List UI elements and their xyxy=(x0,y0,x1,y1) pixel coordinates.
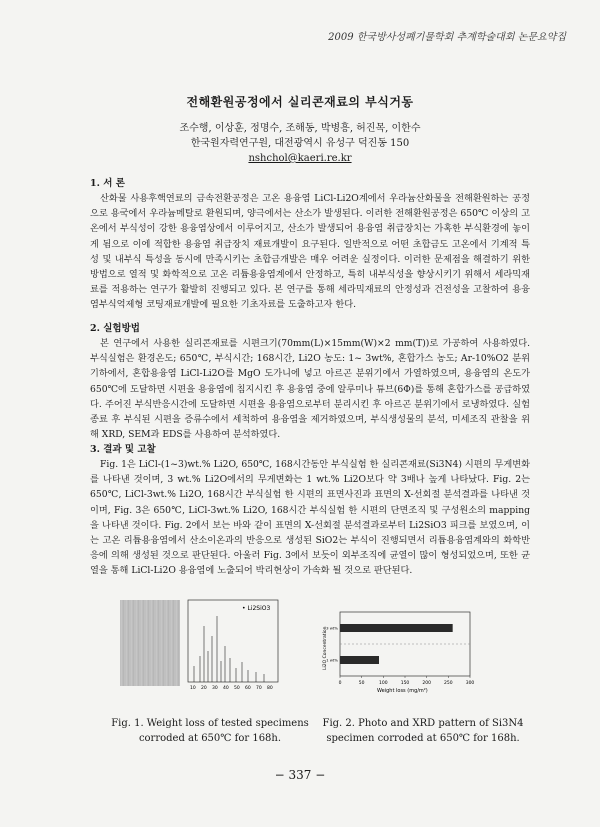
section-heading: 3. 결과 및 고찰 xyxy=(90,444,156,455)
x-tick-label: 100 xyxy=(379,681,388,686)
xrd-tick: 80 xyxy=(267,686,273,691)
xrd-tick: 20 xyxy=(201,686,207,691)
author-email[interactable]: nshchol@kaeri.re.kr xyxy=(248,153,352,164)
xrd-peaks xyxy=(194,616,264,682)
bar-1 xyxy=(340,656,379,664)
section-body: Fig. 1은 LiCl-(1~3)wt.% Li2O, 650℃, 168시간동안 부식실험 한 실리콘재료(Si3N4) 시편의 무게변화를 나타낸 것이며, 3 wt.% Li2O에서의 무게변화는 1 wt.% Li2O보다 약 3배나 높게 나타났다. Fig. 2는 650℃, LiCl-3wt.% Li2O, 168시간 부식실험 한 시편의 표면사진과 표면의 X-선회절 분석결과를 나타낸 것이며, Fig. 3은 650℃, LiCl-3wt.% Li2O, 168시간 부식실험 한 시편의 단면조직 및 구성원소의 mapping을 나타낸 것이다. Fig. 2에서 보는 바와 같이 표면의 X-선회절 분석결과로부터 Li2SiO3 피크를 보였으며, 이는 고온 리튬용융염에서 산소이온과의 반응으로 생성된 SiO2는 부식이 진행되면서 리튬용융염계와의 화학반응에 의해 생성된 것으로 판단된다. 아울러 Fig. 3에서 보듯이 외부조직에 균열이 많이 형성되었으며, 또한 균열을 통해 LiCl-Li2O 용융염에 노출되어 박리현상이 가속화 될 것으로 판단된다. xyxy=(90,459,530,577)
section-introduction xyxy=(90,177,530,313)
paper-title: 전해환원공정에서 실리콘재료의 부식거동 xyxy=(186,95,414,109)
running-header: 2009 한국방사성폐기물학회 추계학술대회 논문요약집 xyxy=(328,32,566,43)
section-results xyxy=(90,443,530,579)
x-tick-label: 50 xyxy=(358,681,365,686)
section-heading: 1. 서 론 xyxy=(90,178,125,189)
x-tick-label: 200 xyxy=(422,681,431,686)
xrd-tick: 50 xyxy=(234,686,240,691)
figure-1-caption: Fig. 1. Weight loss of tested specimens corroded at 650℃ for 168h. xyxy=(111,718,309,744)
author-block xyxy=(0,121,600,166)
xrd-tick: 30 xyxy=(212,686,218,691)
xrd-legend: • Li2SiO3 xyxy=(242,605,271,612)
page-number: − 337 − xyxy=(274,768,326,782)
xrd-tick: 60 xyxy=(245,686,251,691)
section-body: 산화물 사용후핵연료의 금속전환공정은 고온 용융염 LiCl-Li2O계에서 우라늄산화물을 전해환원하는 공정으로 용국에서 우라늄메탈로 환원되며, 양극에서는 산소가 발생된다. 이러한 전해환원공정은 650℃ 이상의 고온에서 부식성이 강한 용융염상에서 이루어지고, 산소가 발생되어 용융염 취급장치는 가혹한 부식환경에 놓이게 됨으로 이에 적합한 용융염 취급장치 재료개발이 요구된다. 일반적으로 어떤 초합금도 고온에서 기계적 특성 및 내부식 특성을 동시에 만족시키는 초합금개발은 매우 어려운 실정이다. 이러한 문제점을 해결하기 위한 방법으로 열적 및 화학적으로 고온 리튬용융염계에서 안정하고, 특히 내부식성을 향상시키기 위해서 세라믹재료를 적용하는 연구가 활발히 진행되고 있다. 본 연구를 통해 세라믹재료의 안정성과 건전성을 고찰하여 용융염부식억제형 코팅재료개발에 필요한 기초자료를 도출하고자 한다. xyxy=(90,193,530,311)
xrd-tick: 70 xyxy=(256,686,262,691)
section-methods xyxy=(90,322,530,442)
category-label: 1 wt% xyxy=(326,657,338,663)
weight-loss-chart xyxy=(318,606,498,696)
y-axis-label: Li2O Concentration xyxy=(323,626,328,670)
xrd-x-ticks xyxy=(190,685,273,691)
specimen-photo xyxy=(120,600,180,686)
author-affiliation: 한국원자력연구원, 대전광역시 유성구 덕진동 150 xyxy=(190,138,410,149)
xrd-pattern xyxy=(184,596,284,692)
x-axis-label: Weight loss (mg/m²) xyxy=(377,688,428,694)
xrd-tick: 40 xyxy=(223,686,229,691)
xrd-tick: 10 xyxy=(190,686,196,691)
xrd-frame xyxy=(188,600,278,682)
category-label: 3 wt% xyxy=(326,625,338,631)
bar-0 xyxy=(340,624,453,632)
x-tick-label: 150 xyxy=(400,681,410,686)
section-body: 본 연구에서 사용한 실리콘재료를 시편크기(70mm(L)×15mm(W)×2 mm(T))로 가공하여 사용하였다. 부식실험은 환경온도; 650℃, 부식시간; 168시간, Li2O 농도: 1~ 3wt%, 혼합가스 농도; Ar-10%O2 분위기하에서, 혼합용융염 LiCl-Li2O를 MgO 도가니에 넣고 아르곤 분위기에서 가열하였으며, 용융염의 온도가 650℃에 도달하면 시편을 용융염에 침지시킨 후 용융염 중에 알루미나 튜브(6Φ)를 통해 혼합가스를 공급하였다. 주어진 부식반응시간에 도달하면 시편을 용융염으로부터 분리시킨 후 아르곤 분위기에서 로냉하였다. 실험 종료 후 부식된 시편을 증류수에서 세척하여 용융염을 제거하였으며, 부식생성물의 분석, 미세조직 관찰을 위해 XRD, SEM과 EDS를 사용하여 분석하였다. xyxy=(90,338,530,441)
author-names: 조수행, 이상훈, 정명수, 조해동, 박병흥, 허진목, 이한수 xyxy=(179,123,421,134)
x-tick-label: 250 xyxy=(444,681,453,686)
x-tick-label: 0 xyxy=(338,681,342,686)
section-heading: 2. 실험방법 xyxy=(90,323,140,334)
x-tick-label: 300 xyxy=(465,681,475,686)
figure-2-caption: Fig. 2. Photo and XRD pattern of Si3N4 specimen corroded at 650℃ for 168h. xyxy=(322,718,524,744)
